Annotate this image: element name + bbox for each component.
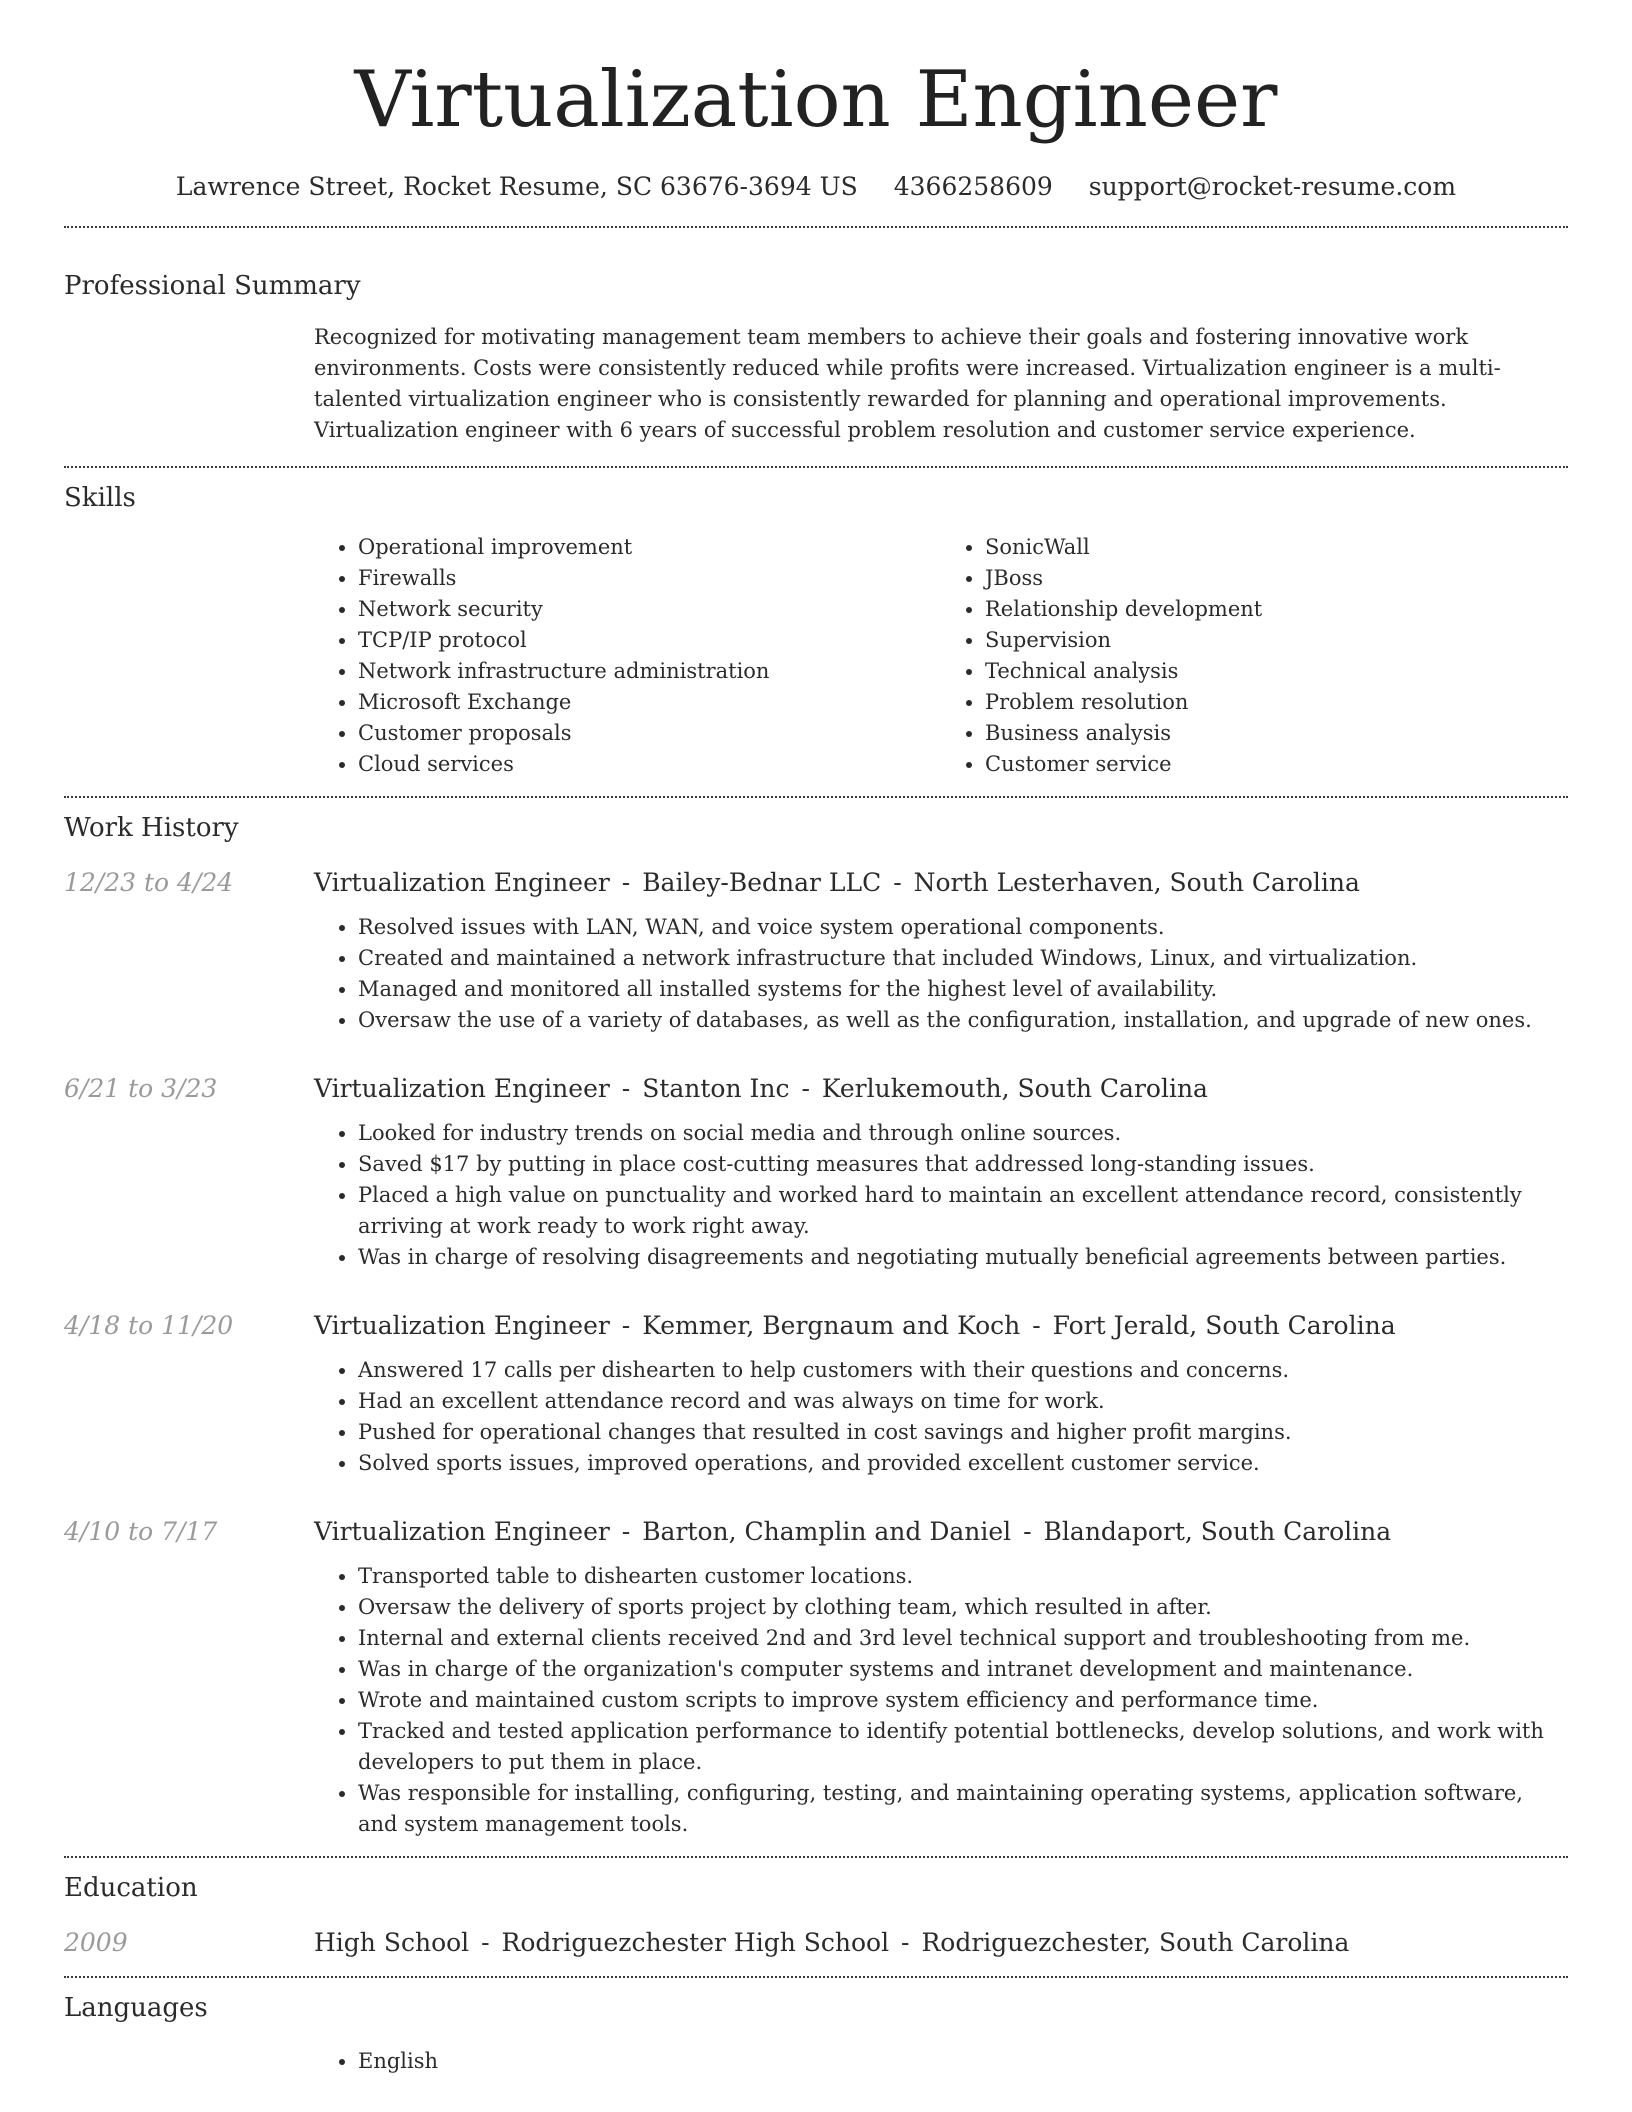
skill-item: • SonicWall — [985, 532, 1568, 563]
skills-column-right — [941, 532, 1568, 780]
section-divider — [64, 1856, 1568, 1858]
separator: - — [621, 1074, 631, 1103]
education-entry — [64, 1926, 1568, 1960]
job-bullet: • Resolved issues with LAN, WAN, and voice system operational components. — [358, 912, 1568, 943]
job-bullets — [314, 1355, 1568, 1479]
skills-column-left — [314, 532, 941, 780]
separator: - — [621, 1517, 631, 1546]
job-details — [314, 1309, 1568, 1479]
work-history-heading: Work History — [64, 813, 239, 843]
job-location: Blandaport, South Carolina — [1043, 1517, 1392, 1546]
job-entry — [64, 1072, 1568, 1273]
job-entry — [64, 1309, 1568, 1479]
job-bullet: • Was in charge of the organization's computer systems and intranet development and maintenance. — [358, 1654, 1568, 1685]
separator: - — [481, 1928, 490, 1957]
skill-item: • Relationship development — [985, 594, 1568, 625]
section-divider — [64, 466, 1568, 468]
contact-line — [0, 170, 1632, 204]
job-role: Virtualization Engineer — [314, 868, 610, 897]
job-bullet: • Created and maintained a network infrastructure that included Windows, Linux, and virtualization. — [358, 943, 1568, 974]
job-role: Virtualization Engineer — [314, 1074, 610, 1103]
resume-name: Virtualization Engineer — [354, 55, 1278, 145]
job-location: Fort Jerald, South Carolina — [1052, 1311, 1396, 1340]
section-divider — [64, 1976, 1568, 1978]
skill-item: • Network security — [358, 594, 941, 625]
education-details — [314, 1926, 1568, 1960]
section-divider — [64, 796, 1568, 798]
skills-list — [314, 532, 1568, 780]
job-bullet: • Was in charge of resolving disagreements and negotiating mutually beneficial agreements between parties. — [358, 1242, 1568, 1273]
separator: - — [621, 868, 631, 897]
summary-text: Recognized for motivating management team members to achieve their goals and fostering innovative work environments. Costs were consistently reduced while profits were increased. Virtualization engineer is a multi-talented virtualization engineer who is consistently rewarded for planning and operational improvements. Virtualization engineer with 6 years of successful problem resolution and customer service experience. — [314, 325, 1501, 442]
skill-item: • Microsoft Exchange — [358, 687, 941, 718]
job-dates: 6/21 to 3/23 — [64, 1074, 218, 1103]
separator: - — [621, 1311, 631, 1340]
job-bullet: • Had an excellent attendance record and was always on time for work. — [358, 1386, 1568, 1417]
section-divider — [64, 226, 1568, 228]
language-item: • English — [358, 2046, 1568, 2077]
job-details — [314, 866, 1568, 1036]
job-bullet: • Tracked and tested application performance to identify potential bottlenecks, develop solutions, and work with developers to put them in place. — [358, 1716, 1568, 1778]
job-bullets — [314, 1561, 1568, 1840]
job-company: Kemmer, Bergnaum and Koch — [642, 1311, 1021, 1340]
job-company: Bailey-Bednar LLC — [642, 868, 882, 897]
separator: - — [1032, 1311, 1041, 1340]
job-bullet: • Internal and external clients received 2nd and 3rd level technical support and troubleshooting from me. — [358, 1623, 1568, 1654]
separator: - — [801, 1074, 810, 1103]
job-details — [314, 1515, 1568, 1840]
contact-phone: 4366258609 — [893, 172, 1053, 201]
separator: - — [893, 868, 902, 897]
languages-heading: Languages — [64, 1993, 208, 2023]
skill-item: • TCP/IP protocol — [358, 625, 941, 656]
languages-bullets — [314, 2046, 1568, 2077]
job-bullet: • Transported table to dishearten customer locations. — [358, 1561, 1568, 1592]
job-bullet: • Managed and monitored all installed systems for the highest level of availability. — [358, 974, 1568, 1005]
skill-item: • Technical analysis — [985, 656, 1568, 687]
skill-item: • Customer service — [985, 749, 1568, 780]
job-title-line — [314, 1309, 1568, 1343]
job-bullet: • Oversaw the delivery of sports project by clothing team, which resulted in after. — [358, 1592, 1568, 1623]
skill-item: • Customer proposals — [358, 718, 941, 749]
job-bullet: • Was responsible for installing, configuring, testing, and maintaining operating systems, application software, and system management tools. — [358, 1778, 1568, 1840]
job-bullet: • Looked for industry trends on social media and through online sources. — [358, 1118, 1568, 1149]
education-location: Rodriguezchester, South Carolina — [921, 1928, 1350, 1957]
job-entry — [64, 1515, 1568, 1840]
education-year: 2009 — [64, 1928, 128, 1957]
job-details — [314, 1072, 1568, 1273]
job-location: North Lesterhaven, South Carolina — [913, 868, 1360, 897]
skill-item: • Problem resolution — [985, 687, 1568, 718]
contact-email: support@rocket-resume.com — [1088, 172, 1457, 201]
job-bullet: • Wrote and maintained custom scripts to improve system efficiency and performance time. — [358, 1685, 1568, 1716]
skill-item: • Cloud services — [358, 749, 941, 780]
job-dates: 4/18 to 11/20 — [64, 1311, 234, 1340]
job-title-line — [314, 1072, 1568, 1106]
job-company: Barton, Champlin and Daniel — [642, 1517, 1012, 1546]
separator: - — [901, 1928, 910, 1957]
job-dates: 4/10 to 7/17 — [64, 1517, 218, 1546]
contact-address: Lawrence Street, Rocket Resume, SC 63676-3694 US — [175, 172, 858, 201]
job-bullets — [314, 912, 1568, 1036]
education-line — [314, 1926, 1568, 1960]
job-bullet: • Oversaw the use of a variety of databases, as well as the configuration, installation, and upgrade of new ones. — [358, 1005, 1568, 1036]
skill-item: • Firewalls — [358, 563, 941, 594]
summary-heading: Professional Summary — [64, 271, 361, 301]
job-role: Virtualization Engineer — [314, 1517, 610, 1546]
skill-item: • Supervision — [985, 625, 1568, 656]
job-bullet: • Pushed for operational changes that resulted in cost savings and higher profit margins. — [358, 1417, 1568, 1448]
education-heading: Education — [64, 1873, 198, 1903]
job-title-line — [314, 1515, 1568, 1549]
skills-heading: Skills — [64, 483, 136, 513]
job-bullets — [314, 1118, 1568, 1273]
skill-item: • JBoss — [985, 563, 1568, 594]
languages-list — [314, 2046, 1568, 2077]
job-entry — [64, 866, 1568, 1036]
skill-item: • Business analysis — [985, 718, 1568, 749]
education-degree: High School — [314, 1928, 470, 1957]
skill-item: • Operational improvement — [358, 532, 941, 563]
job-bullet: • Solved sports issues, improved operations, and provided excellent customer service. — [358, 1448, 1568, 1479]
job-role: Virtualization Engineer — [314, 1311, 610, 1340]
job-title-line — [314, 866, 1568, 900]
job-company: Stanton Inc — [642, 1074, 790, 1103]
separator: - — [1023, 1517, 1032, 1546]
job-bullet: • Answered 17 calls per dishearten to help customers with their questions and concerns. — [358, 1355, 1568, 1386]
skill-item: • Network infrastructure administration — [358, 656, 941, 687]
job-dates: 12/23 to 4/24 — [64, 868, 234, 897]
job-bullet: • Placed a high value on punctuality and worked hard to maintain an excellent attendance record, consistently arriving at work ready to work right away. — [358, 1180, 1568, 1242]
education-school: Rodriguezchester High School — [501, 1928, 890, 1957]
job-location: Kerlukemouth, South Carolina — [821, 1074, 1208, 1103]
job-bullet: • Saved $17 by putting in place cost-cutting measures that addressed long-standing issues. — [358, 1149, 1568, 1180]
